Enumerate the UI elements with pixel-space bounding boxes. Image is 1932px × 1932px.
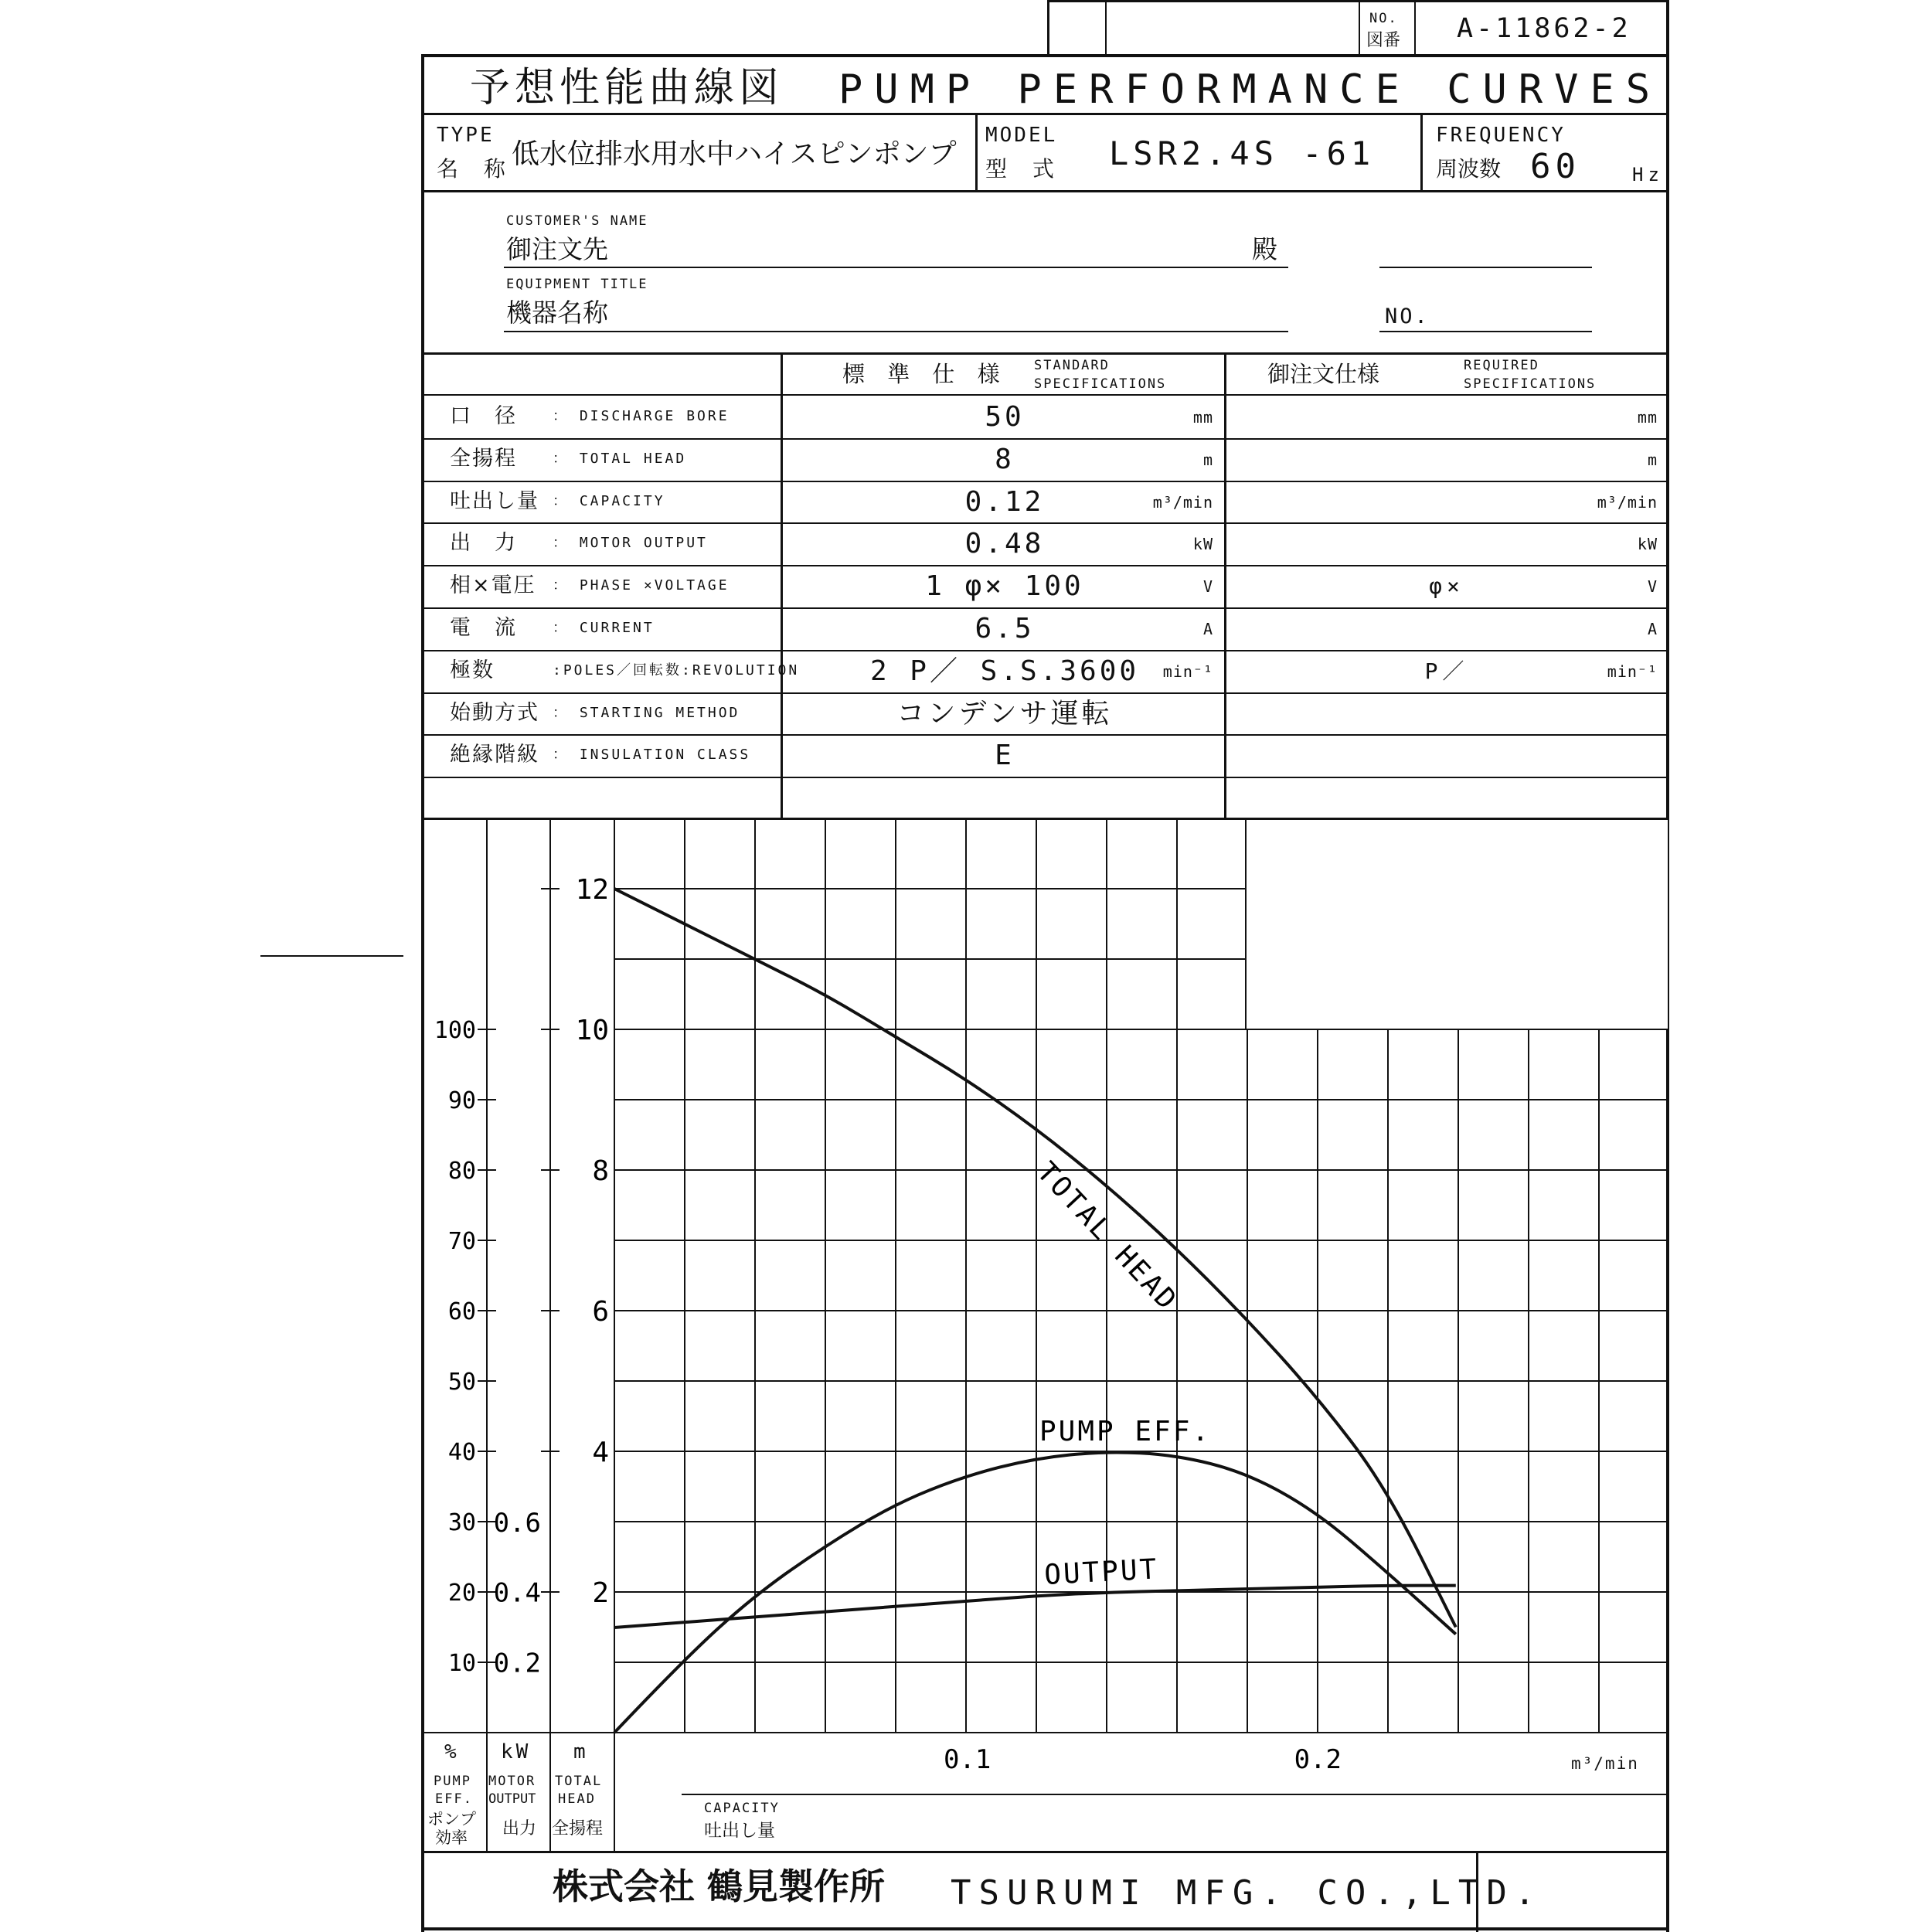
spec-required-unit: mm xyxy=(1637,408,1658,427)
spec-label-jp: 出 力 xyxy=(450,531,517,556)
spec-required-en1: REQUIRED xyxy=(1464,358,1539,373)
series-label: OUTPUT xyxy=(1043,1553,1160,1591)
eff-tick-label: 90 xyxy=(447,1087,476,1114)
spec-label-jp: 相×電圧 xyxy=(450,573,536,598)
head-tick-label: 6 xyxy=(592,1296,609,1328)
spec-label-en: ： CAPACITY xyxy=(553,492,665,509)
eff-tick-label: 60 xyxy=(447,1298,476,1325)
remarks-box-bg xyxy=(1246,820,1668,1029)
spec-label-jp: 電 流 xyxy=(450,616,517,640)
spec-required-unit: V xyxy=(1647,577,1658,597)
model-label-en: MODEL xyxy=(985,124,1058,147)
spec-required-unit: m xyxy=(1647,450,1658,469)
spec-label-en: ： PHASE ×VOLTAGE xyxy=(553,577,730,594)
head-tick-label: 12 xyxy=(575,874,609,906)
spec-label-en: ： INSULATION CLASS xyxy=(553,747,751,764)
eff-tick-label: 30 xyxy=(447,1509,476,1536)
spec-standard-value: 0.48 xyxy=(964,528,1045,560)
eff-en1: PUMP xyxy=(434,1774,471,1789)
spec-label-en: :POLES／回転数:REVOLUTION xyxy=(553,662,800,679)
frequency-unit: Hz xyxy=(1632,164,1664,185)
spec-label-jp: 吐出し量 xyxy=(450,488,539,513)
x-tick-label: 0.2 xyxy=(1294,1744,1342,1775)
spec-required-unit: kW xyxy=(1637,535,1658,554)
spec-required-value: φ× xyxy=(1429,573,1464,600)
spec-standard-value: E xyxy=(995,740,1015,772)
spec-standard-unit: V xyxy=(1202,577,1213,597)
output-en1: MOTOR xyxy=(488,1774,536,1789)
spec-required-en2: SPECIFICATIONS xyxy=(1464,376,1597,392)
eff-tick-label: 50 xyxy=(447,1369,476,1396)
equipment-label-en: EQUIPMENT TITLE xyxy=(506,277,648,292)
customer-name-label-en: CUSTOMER'S NAME xyxy=(506,213,648,229)
spec-label-en: ： STARTING METHOD xyxy=(553,704,740,721)
title-en: PUMP PERFORMANCE CURVES xyxy=(838,66,1662,113)
eff-tick-label: 10 xyxy=(447,1650,476,1677)
head-unit: m xyxy=(573,1740,586,1764)
spec-standard-unit: m³/min xyxy=(1152,492,1213,512)
drawing-no-label-jp: 図番 xyxy=(1366,31,1401,50)
equipment-no-label: NO. xyxy=(1385,304,1430,328)
model-value: LSR2.4S -61 xyxy=(1109,134,1376,172)
eff-tick-label: 100 xyxy=(434,1017,476,1044)
spec-standard-value: 2 P／ S.S.3600 xyxy=(869,655,1140,687)
spec-standard-unit: kW xyxy=(1192,535,1213,554)
company-name-jp: 株式会社 鶴見製作所 xyxy=(553,1866,886,1907)
spec-standard-unit: m xyxy=(1202,450,1213,469)
eff-tick-label: 20 xyxy=(447,1580,476,1607)
spec-standard-value: 0.12 xyxy=(964,485,1045,518)
drawing-no-label: NO. xyxy=(1369,11,1398,26)
spec-standard-header: 標 準 仕 様 xyxy=(842,361,1008,387)
eff-tick-label: 80 xyxy=(447,1158,476,1185)
frequency-value: 60 xyxy=(1530,147,1580,186)
output-unit: kW xyxy=(501,1740,532,1764)
eff-tick-label: 40 xyxy=(447,1439,476,1466)
output-jp: 出力 xyxy=(502,1819,537,1838)
series-label: PUMP EFF. xyxy=(1039,1416,1212,1447)
type-value: 低水位排水用水中ハイスピンポンプ xyxy=(512,138,957,170)
eff-en2: EFF. xyxy=(435,1791,473,1807)
output-tick-label: 0.6 xyxy=(493,1508,541,1539)
head-en2: HEAD xyxy=(558,1791,596,1807)
eff-tick-label: 70 xyxy=(447,1228,476,1255)
spec-label-jp: 絶縁階級 xyxy=(450,743,539,767)
output-tick-label: 0.2 xyxy=(493,1648,541,1679)
spec-standard-value: 8 xyxy=(995,443,1015,475)
spec-required-value: P／ xyxy=(1424,658,1469,684)
spec-label-en: ： MOTOR OUTPUT xyxy=(553,535,708,552)
spec-standard-value: 6.5 xyxy=(975,613,1035,645)
head-tick-label: 8 xyxy=(592,1155,609,1187)
head-en1: TOTAL xyxy=(555,1774,603,1789)
head-tick-label: 10 xyxy=(575,1015,609,1046)
spec-label-en: ： TOTAL HEAD xyxy=(553,450,687,467)
drawing-number: A-11862-2 xyxy=(1457,13,1631,44)
capacity-label-en: CAPACITY xyxy=(704,1801,780,1816)
model-label-jp: 型 式 xyxy=(985,156,1063,182)
spec-required-header: 御注文仕様 xyxy=(1267,361,1380,387)
spec-standard-value: 1 φ× 100 xyxy=(925,570,1084,603)
capacity-label-jp: 吐出し量 xyxy=(704,1821,775,1841)
company-name-en: TSURUMI MFG. CO.,LTD. xyxy=(951,1873,1543,1913)
spec-label-jp: 全揚程 xyxy=(450,446,517,471)
frequency-label-en: FREQUENCY xyxy=(1436,124,1566,147)
title-jp: 予想性能曲線図 xyxy=(470,65,784,111)
spec-label-jp: 始動方式 xyxy=(450,700,539,725)
spec-required-unit: min⁻¹ xyxy=(1607,662,1658,681)
spec-label-jp: 口 径 xyxy=(450,404,517,428)
type-label-en: TYPE xyxy=(437,124,495,147)
output-en2: OUTPUT xyxy=(488,1791,536,1807)
customer-name-label-jp: 御注文先 xyxy=(506,234,608,264)
head-jp: 全揚程 xyxy=(552,1819,604,1838)
series-label: TOTAL HEAD xyxy=(1030,1156,1184,1318)
eff-unit: % xyxy=(444,1740,457,1764)
frequency-label-jp: 周波数 xyxy=(1436,156,1502,182)
customer-honorific: 殿 xyxy=(1252,234,1277,264)
spec-label-en: ： DISCHARGE BORE xyxy=(553,408,730,424)
head-tick-label: 2 xyxy=(592,1577,609,1609)
spec-standard-unit: mm xyxy=(1192,408,1213,427)
capacity-unit: m³/min xyxy=(1571,1754,1639,1773)
spec-required-unit: m³/min xyxy=(1597,492,1658,512)
spec-standard-en2: SPECIFICATIONS xyxy=(1034,376,1167,392)
spec-label-jp: 極数 xyxy=(450,658,495,682)
eff-jp1: ポンプ xyxy=(427,1810,476,1828)
spec-standard-value: 50 xyxy=(985,401,1025,433)
spec-label-en: ： CURRENT xyxy=(553,620,655,636)
spec-standard-unit: min⁻¹ xyxy=(1162,662,1213,681)
spec-standard-unit: A xyxy=(1202,620,1213,638)
eff-jp2: 効率 xyxy=(435,1828,468,1847)
head-tick-label: 4 xyxy=(592,1437,609,1468)
equipment-label-jp: 機器名称 xyxy=(506,298,608,328)
spec-standard-value: コンデンサ運転 xyxy=(896,697,1113,730)
x-tick-label: 0.1 xyxy=(943,1744,992,1775)
spec-required-unit: A xyxy=(1647,620,1658,638)
type-label-jp: 名 称 xyxy=(437,156,515,182)
output-tick-label: 0.4 xyxy=(493,1577,541,1609)
spec-standard-en1: STANDARD xyxy=(1034,358,1110,373)
